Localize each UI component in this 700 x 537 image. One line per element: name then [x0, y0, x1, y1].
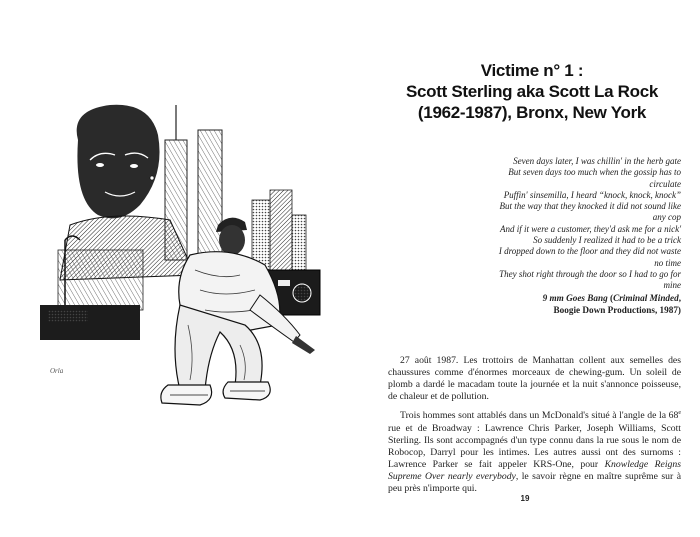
lyric-line: But the way that they knocked it did not sound like — [499, 201, 681, 212]
epigraph-album: Criminal Minded — [613, 292, 679, 303]
lyric-line: They shot right through the door so I had to go for — [499, 268, 681, 279]
paragraph-2-a: Trois hommes sont attablés dans un McDonald's situé à l'angle de la 68 — [400, 410, 679, 422]
paragraph-2 — [388, 407, 681, 495]
paragraph-2-sup: e — [678, 410, 681, 417]
paragraph-1: 27 août 1987. Les trottoirs de Manhattan collent aux semelles des chaussures comme d'énormes morceaux de chewing-gum. Un soleil de plomb a dardé le macadam toute la journée et la nuit s'annonce poisseuse, de chaleur et de pollution. — [388, 355, 681, 403]
artist-signature: Orla — [50, 367, 64, 375]
chapter-title — [370, 60, 694, 123]
lyric-line: no time — [654, 257, 681, 268]
illustration — [30, 100, 330, 445]
chapter-title-line3: (1962-1987), Bronx, New York — [417, 103, 647, 122]
epigraph-label: Boogie Down Productions, 1987) — [553, 304, 681, 315]
lyric-line: I dropped down to the floor and they did not waste — [498, 246, 681, 257]
lyric-line: circulate — [649, 178, 681, 189]
paragraph-2-c: , le savoir règne en maître suprême sur à peu près n'importe qui. — [388, 471, 681, 495]
lyric-line: mine — [663, 280, 681, 291]
epigraph-source: 9 mm Goes Bang (Criminal Minded, — [542, 292, 681, 303]
street-scene — [40, 236, 143, 340]
lyric-line: Seven days later, I was chillin' in the herb gate — [513, 156, 681, 166]
chapter-title-line1: Victime n° 1 : — [480, 61, 584, 80]
right-page — [350, 0, 700, 537]
epigraph-paren: ( — [607, 292, 614, 303]
lyric-line: any cop — [652, 212, 681, 223]
body-text — [388, 355, 681, 499]
lyric-line: So suddenly I realized it had to be a trick — [533, 235, 681, 246]
lyric-line: Puffin' sinsemilla, I heard “knock, knock, knock” — [503, 189, 681, 200]
paragraph-2-b: rue et de Broadway : Lawrence Chris Parker, Joseph Williams, Scott Sterling. Ils sont accompagnés d'un type connu dans la rue sous le nom de Robocop, Darryl pour les intimes. Les autres aussi ont des surnoms : Lawrence Parker se fait appeler KRS-One, pour — [388, 422, 681, 470]
epigraph-lyrics — [445, 156, 681, 316]
lyric-line: And if it were a customer, they'd ask me for a nick' — [500, 223, 681, 234]
lyric-line: But seven days too much when the gossip has to — [508, 167, 681, 178]
epigraph-song: 9 mm Goes Bang — [542, 292, 608, 303]
chapter-title-line2: Scott Sterling aka Scott La Rock — [405, 82, 659, 101]
page-number: 19 — [520, 494, 530, 503]
paragraph-2-italic: Knowledge Reigns Supreme Over nearly everybody — [388, 458, 681, 483]
